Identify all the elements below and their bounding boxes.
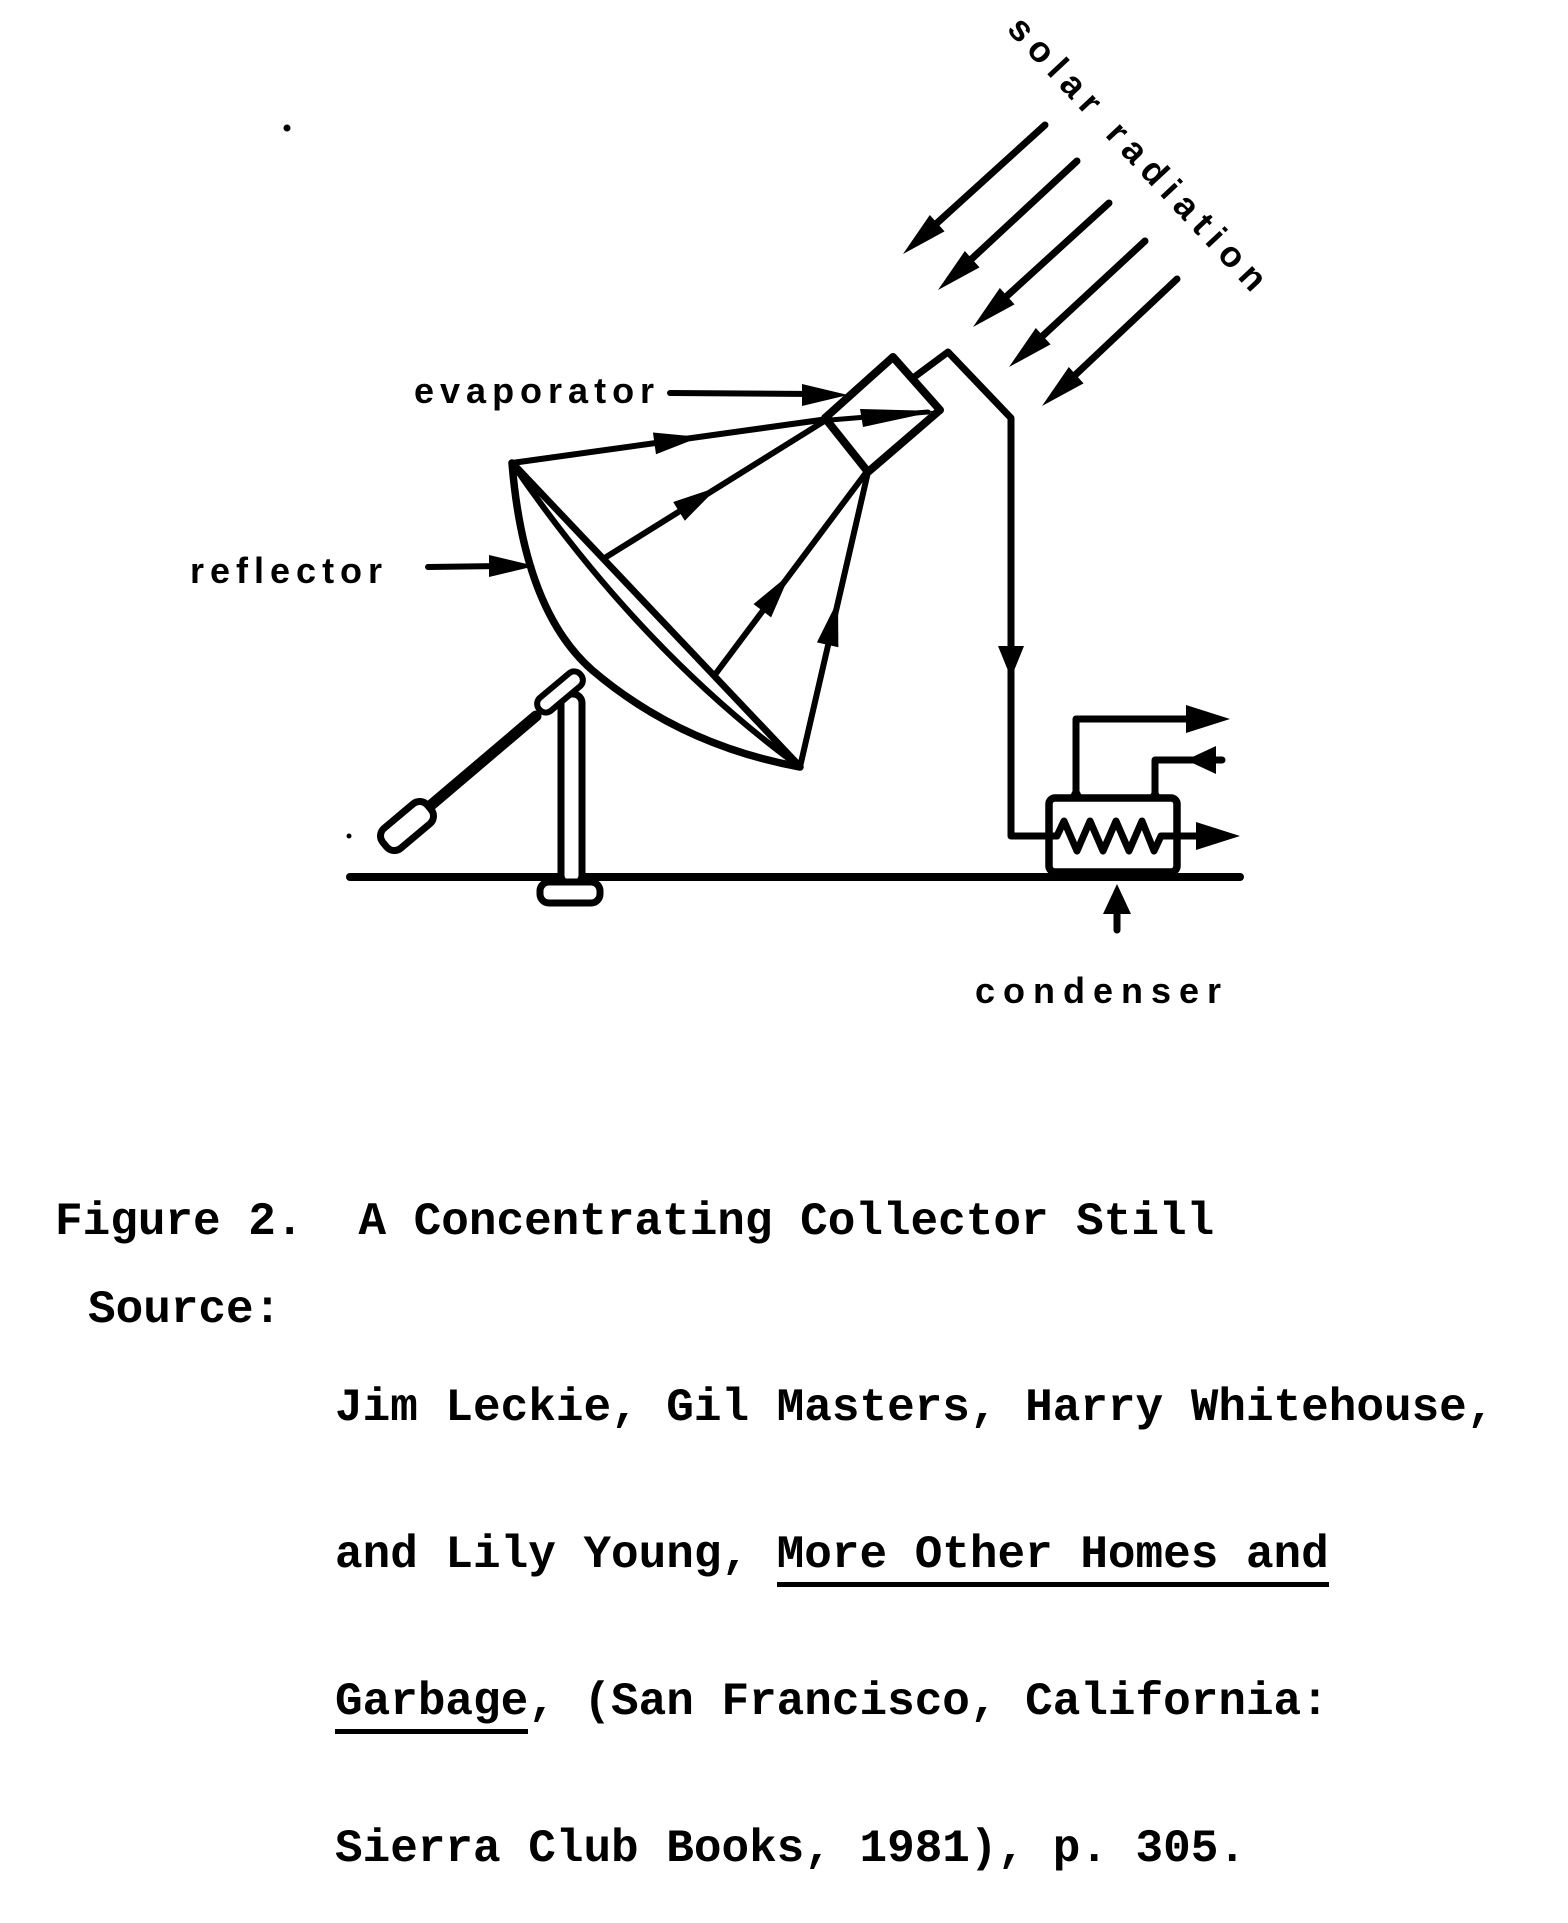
source-line-3: Garbage, (San Francisco, California: [335, 1678, 1494, 1727]
scan-speck [284, 125, 291, 132]
condenser-inlet-pipe [1148, 746, 1222, 799]
scan-speck [347, 834, 352, 839]
evaporator-label-arrow [670, 384, 848, 406]
source-label: Source: [88, 1284, 282, 1336]
source-line-1: Jim Leckie, Gil Masters, Harry Whitehouse, [335, 1382, 1495, 1434]
solar-radiation-label: solar radiation [1000, 7, 1282, 305]
figure-title: A Concentrating Collector Still [358, 1196, 1215, 1248]
counterweight-arm [430, 716, 536, 806]
vapor-pipe [913, 352, 1049, 836]
source-citation [335, 1286, 1494, 1923]
mount-base [540, 882, 600, 903]
mount-pole [561, 694, 582, 884]
book-title-part1: More Other Homes and [777, 1529, 1329, 1587]
figure-number: Figure 2. [55, 1196, 304, 1248]
book-title-part2: Garbage [335, 1676, 528, 1734]
source-line-4: Sierra Club Books, 1981), p. 305. [335, 1823, 1246, 1875]
condenser-coil [1049, 821, 1240, 851]
reflector-label: reflector [190, 550, 389, 591]
condenser-label: condenser [975, 970, 1230, 1011]
pipe-down-arrow [998, 646, 1024, 678]
counterweight [376, 797, 437, 854]
source-line-2: and Lily Young, More Other Homes and [335, 1531, 1494, 1580]
reflector-label-arrow [428, 555, 535, 577]
condenser-pointer-arrow [1103, 884, 1131, 930]
evaporator-label: evaporator [414, 370, 661, 411]
figure-caption [55, 1196, 1214, 1248]
